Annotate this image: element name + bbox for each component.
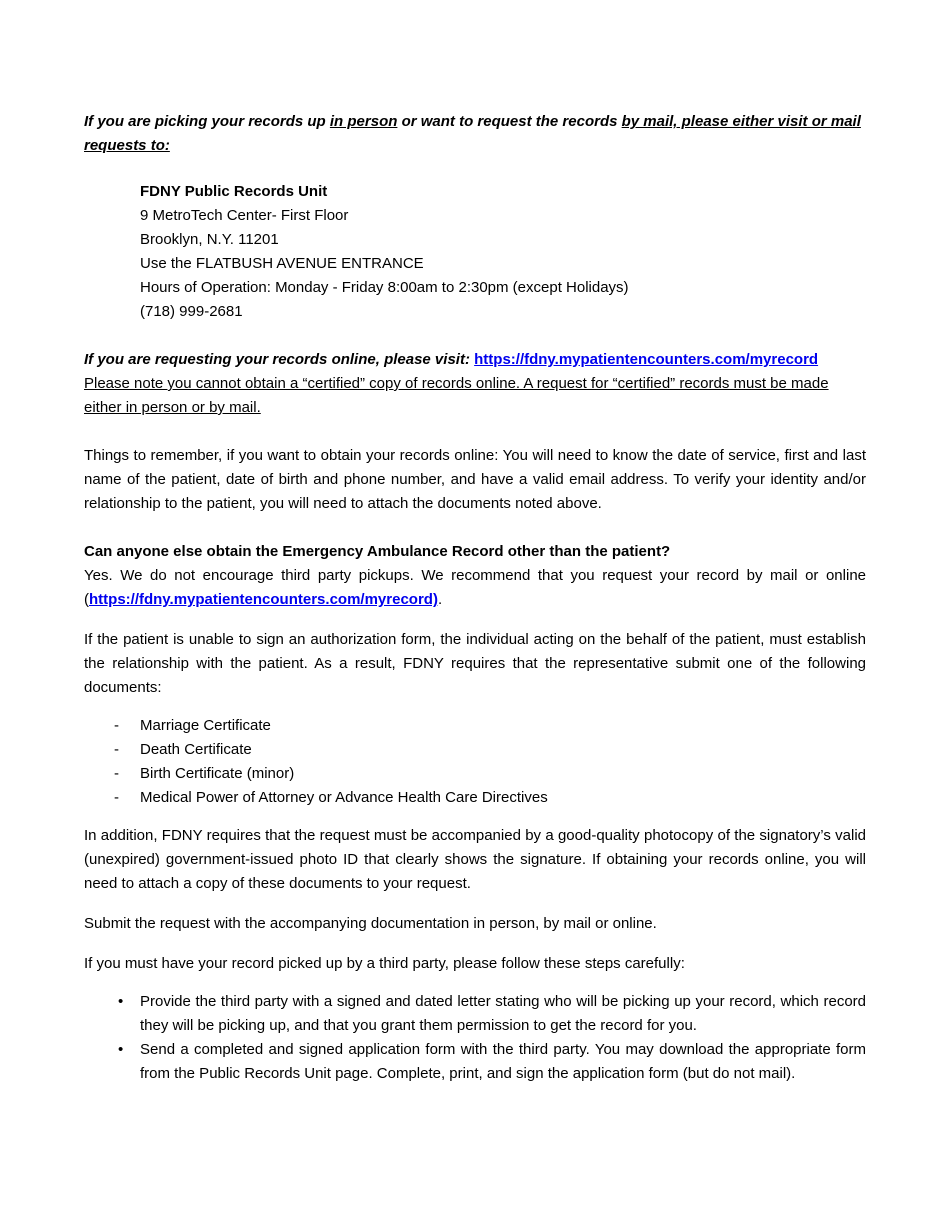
- unable-paragraph: If the patient is unable to sign an authorization form, the individual acting on the behalf of the patient, must establish the relationship with the patient. As a result, FDNY requires that the representative submit one of the following documents:: [84, 631, 866, 696]
- steps-list: [84, 990, 866, 1086]
- online-paragraph: [84, 348, 866, 420]
- list-item: [84, 738, 866, 762]
- address-line-2: Brooklyn, N.Y. 11201: [140, 231, 279, 248]
- bullet-marker: •: [118, 993, 124, 1010]
- bullet-marker: •: [118, 1041, 124, 1058]
- address-hours: Hours of Operation: Monday - Friday 8:00am to 2:30pm (except Holidays): [140, 279, 629, 296]
- online-lead: If you are requesting your records online, please visit:: [84, 351, 475, 368]
- intro-in-person: in person: [329, 113, 398, 130]
- intro-text-1: If you are picking your records up: [84, 113, 330, 130]
- documents-list: [84, 714, 866, 810]
- faq-answer-end: .: [437, 591, 443, 608]
- online-certified-note: Please note you cannot obtain a “certified” copy of records online. A request for “certified” records must be made either in person or by mail.: [84, 375, 829, 416]
- dash-marker: -: [114, 741, 119, 758]
- address-name: FDNY Public Records Unit: [140, 183, 328, 200]
- online-records-link[interactable]: https://fdny.mypatientencounters.com/myrecord: [474, 351, 819, 368]
- faq-records-link[interactable]: https://fdny.mypatientencounters.com/myrecord): [89, 591, 438, 608]
- address-line-1: 9 MetroTech Center- First Floor: [140, 207, 349, 224]
- document-item-text: Marriage Certificate: [140, 717, 271, 734]
- intro-paragraph: [84, 110, 866, 158]
- dash-marker: -: [114, 765, 119, 782]
- remember-paragraph: Things to remember, if you want to obtain your records online: You will need to know the date of service, first and last name of the patient, date of birth and phone number, and have a valid email address. To verify your identity and/or relationship to the patient, you will need to attach the documents noted above.: [84, 447, 866, 512]
- list-item: [84, 762, 866, 786]
- submit-paragraph: Submit the request with the accompanying documentation in person, by mail or online.: [84, 915, 657, 932]
- step-item-text: Send a completed and signed application form with the third party. You may download the appropriate form from the Public Records Unit page. Complete, print, and sign the application form (but do not mail).: [140, 1041, 866, 1082]
- dash-marker: -: [114, 717, 119, 734]
- faq-question: Can anyone else obtain the Emergency Ambulance Record other than the patient?: [84, 543, 671, 560]
- address-phone: (718) 999-2681: [140, 303, 243, 320]
- document-content: [84, 110, 866, 1086]
- list-item: [84, 990, 866, 1038]
- document-item-text: Birth Certificate (minor): [140, 765, 295, 782]
- address-block: [140, 180, 866, 324]
- third-party-intro: If you must have your record picked up by a third party, please follow these steps carefully:: [84, 955, 685, 972]
- step-item-text: Provide the third party with a signed and dated letter stating who will be picking up your record, which record they will be picking up, and that you grant them permission to get the record for you.: [140, 993, 866, 1034]
- document-item-text: Death Certificate: [140, 741, 252, 758]
- address-line-3: Use the FLATBUSH AVENUE ENTRANCE: [140, 255, 424, 272]
- intro-text-2: or want to request the records: [397, 113, 622, 130]
- faq-answer-text: Yes. We do not encourage third party pickups. We recommend that you request your record by mail or online (: [84, 567, 866, 608]
- faq-answer: [84, 564, 866, 612]
- intro-by-mail: by mail, please either visit or mail requests to:: [84, 113, 861, 154]
- list-item: [84, 786, 866, 810]
- list-item: [84, 714, 866, 738]
- dash-marker: -: [114, 789, 119, 806]
- list-item: [84, 1038, 866, 1086]
- document-item-text: Medical Power of Attorney or Advance Health Care Directives: [140, 789, 548, 806]
- addition-paragraph: In addition, FDNY requires that the request must be accompanied by a good-quality photocopy of the signatory’s valid (unexpired) government-issued photo ID that clearly shows the signature. If obtaining your records online, you will need to attach a copy of these documents to your request.: [84, 827, 866, 892]
